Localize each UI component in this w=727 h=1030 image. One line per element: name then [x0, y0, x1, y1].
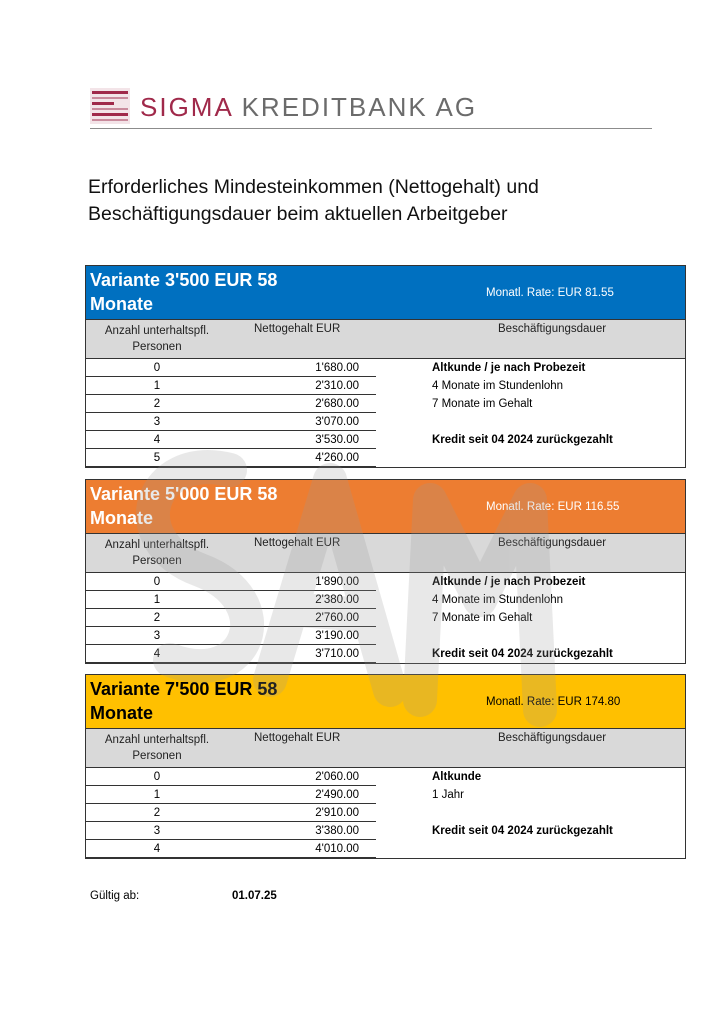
salary-cell: 2'060.00: [315, 771, 359, 783]
monthly-rate: Monatl. Rate: EUR 116.55: [486, 501, 620, 513]
brand-name: [140, 92, 477, 123]
row-divider: [86, 662, 376, 663]
table-row: [86, 645, 685, 663]
persons-cell: 2: [153, 612, 161, 624]
table-row: [86, 822, 685, 840]
variant-title-line1: Variante 5'000 EUR 58: [90, 484, 278, 504]
duration-cell: 4 Monate im Stundenlohn: [432, 594, 564, 606]
salary-cell: 2'760.00: [315, 612, 359, 624]
page-title-line2: Beschäftigungsdauer beim aktuellen Arbeitgeber: [88, 203, 508, 225]
persons-cell: 1: [153, 594, 161, 606]
table-row: [86, 377, 685, 395]
duration-cell: Altkunde: [432, 771, 482, 783]
variant-header: [86, 266, 685, 320]
duration-cell: Kredit seit 04 2024 zurückgezahlt: [432, 648, 613, 660]
col-persons-header-line2: Personen: [132, 750, 182, 762]
salary-cell: 2'490.00: [315, 789, 359, 801]
salary-cell: 1'890.00: [315, 576, 359, 588]
duration-cell: 1 Jahr: [432, 789, 464, 801]
brand-secondary: KREDITBANK AG: [241, 92, 478, 122]
persons-cell: 4: [153, 648, 161, 660]
persons-cell: 1: [153, 789, 161, 801]
salary-cell: 4'010.00: [315, 843, 359, 855]
col-salary-header: Nettogehalt EUR: [254, 323, 341, 335]
monthly-rate: Monatl. Rate: EUR 174.80: [486, 696, 621, 708]
page-title-line1: Erforderliches Mindesteinkommen (Nettogehalt) und: [88, 176, 539, 198]
header-divider: [90, 128, 652, 129]
table-row: [86, 804, 685, 822]
persons-cell: 3: [153, 825, 161, 837]
col-persons-header: [86, 323, 228, 355]
table-row: [86, 413, 685, 431]
persons-cell: 0: [153, 771, 161, 783]
table-row: [86, 840, 685, 858]
table-row: [86, 609, 685, 627]
page-title: [88, 174, 539, 228]
persons-cell: 4: [153, 843, 161, 855]
duration-cell: Altkunde / je nach Probezeit: [432, 576, 586, 588]
duration-cell: 4 Monate im Stundenlohn: [432, 380, 564, 392]
variant-block: [85, 265, 686, 468]
col-persons-header-line1: Anzahl unterhaltspfl.: [104, 539, 210, 551]
col-persons-header: [86, 732, 228, 764]
table-row: [86, 573, 685, 591]
valid-from-date: 01.07.25: [232, 890, 277, 902]
col-duration-header: Beschäftigungsdauer: [498, 323, 607, 335]
salary-cell: 3'530.00: [315, 434, 359, 446]
variant-title: [90, 268, 277, 316]
persons-cell: 2: [153, 807, 161, 819]
table-row: [86, 591, 685, 609]
persons-cell: 4: [153, 434, 161, 446]
salary-cell: 2'380.00: [315, 594, 359, 606]
variant-block: [85, 479, 686, 664]
variant-title: [90, 677, 277, 725]
persons-cell: 2: [153, 398, 161, 410]
duration-cell: 7 Monate im Gehalt: [432, 398, 533, 410]
col-persons-header-line1: Anzahl unterhaltspfl.: [104, 325, 210, 337]
persons-cell: 0: [153, 362, 161, 374]
table-row: [86, 431, 685, 449]
variant-title-line2: Monate: [90, 703, 153, 723]
table-row: [86, 359, 685, 377]
col-duration-header: Beschäftigungsdauer: [498, 732, 607, 744]
column-header-row: [86, 534, 685, 573]
persons-cell: 3: [153, 416, 161, 428]
duration-cell: Kredit seit 04 2024 zurückgezahlt: [432, 434, 613, 446]
brand-primary: SIGMA: [140, 92, 233, 122]
duration-cell: 7 Monate im Gehalt: [432, 612, 533, 624]
variant-header: [86, 480, 685, 534]
salary-cell: 1'680.00: [315, 362, 359, 374]
persons-cell: 3: [153, 630, 161, 642]
salary-cell: 3'380.00: [315, 825, 359, 837]
duration-cell: Altkunde / je nach Probezeit: [432, 362, 586, 374]
col-persons-header-line1: Anzahl unterhaltspfl.: [104, 734, 210, 746]
variant-title-line1: Variante 7'500 EUR 58: [90, 679, 278, 699]
persons-cell: 1: [153, 380, 161, 392]
col-salary-header: Nettogehalt EUR: [254, 537, 341, 549]
salary-cell: 2'910.00: [315, 807, 359, 819]
table-row: [86, 786, 685, 804]
valid-from-label: Gültig ab:: [90, 890, 140, 902]
row-divider: [86, 466, 376, 467]
duration-cell: Kredit seit 04 2024 zurückgezahlt: [432, 825, 613, 837]
variant-title: [90, 482, 277, 530]
row-divider: [86, 857, 376, 858]
salary-cell: 3'070.00: [315, 416, 359, 428]
sigma-logo-icon: [90, 88, 130, 124]
salary-cell: 2'310.00: [315, 380, 359, 392]
salary-cell: 2'680.00: [315, 398, 359, 410]
variant-header: [86, 675, 685, 729]
variant-title-line2: Monate: [90, 508, 153, 528]
persons-cell: 5: [153, 452, 161, 464]
col-persons-header-line2: Personen: [132, 341, 182, 353]
salary-cell: 3'190.00: [315, 630, 359, 642]
table-row: [86, 627, 685, 645]
variant-title-line1: Variante 3'500 EUR 58: [90, 270, 278, 290]
col-persons-header: [86, 537, 228, 569]
salary-cell: 3'710.00: [315, 648, 359, 660]
column-header-row: [86, 320, 685, 359]
variant-title-line2: Monate: [90, 294, 153, 314]
table-row: [86, 395, 685, 413]
col-persons-header-line2: Personen: [132, 555, 182, 567]
variant-block: [85, 674, 686, 859]
persons-cell: 0: [153, 576, 161, 588]
table-row: [86, 768, 685, 786]
col-salary-header: Nettogehalt EUR: [254, 732, 341, 744]
salary-cell: 4'260.00: [315, 452, 359, 464]
monthly-rate: Monatl. Rate: EUR 81.55: [486, 287, 614, 299]
col-duration-header: Beschäftigungsdauer: [498, 537, 607, 549]
column-header-row: [86, 729, 685, 768]
table-row: [86, 449, 685, 467]
